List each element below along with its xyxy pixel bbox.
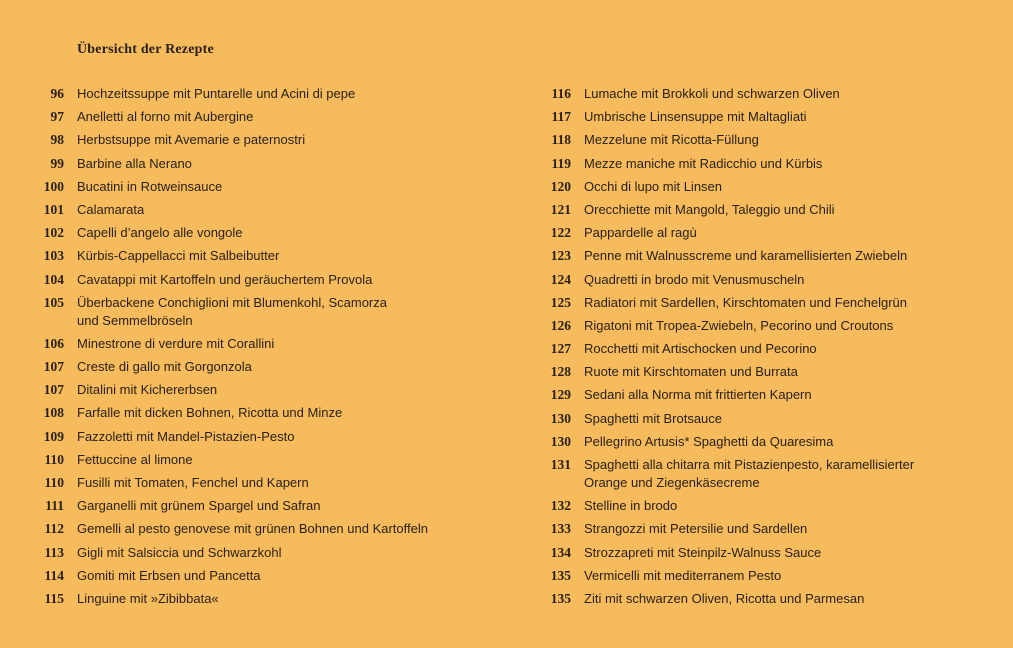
recipe-entry: [36, 544, 476, 562]
page-number: 115: [44, 590, 64, 606]
page-number: 132: [550, 498, 571, 514]
page-number: 130: [550, 410, 571, 426]
recipe-name: Gomiti mit Erbsen und Pancetta: [77, 567, 261, 583]
recipe-entry: [540, 410, 980, 428]
recipe-name: Stelline in brodo: [584, 498, 678, 514]
recipe-name: Creste di gallo mit Gorgonzola: [77, 359, 252, 375]
page-number: 135: [550, 567, 571, 583]
recipe-entry: [540, 247, 980, 265]
page-number: 124: [550, 271, 571, 287]
recipe-entry: [36, 85, 476, 103]
page-number: 127: [550, 341, 571, 357]
recipe-entry: [36, 294, 476, 330]
recipe-name: Garganelli mit grünem Spargel und Safran: [77, 498, 321, 514]
page-number: 102: [43, 225, 64, 241]
recipe-entry: [540, 131, 980, 149]
recipe-name: Hochzeitssuppe mit Puntarelle und Acini di pepe: [77, 86, 356, 101]
page-number: 97: [50, 109, 64, 125]
recipe-entry: [540, 590, 980, 608]
recipe-name: Überbackene Conchiglioni mit Blumenkohl, Scamorza und Semmelbröseln: [77, 294, 387, 328]
page-number: 107: [43, 359, 64, 375]
page-number: 131: [550, 457, 571, 472]
recipe-name: Farfalle mit dicken Bohnen, Ricotta und Minze: [77, 405, 343, 421]
recipe-entry: [36, 358, 476, 376]
recipe-name: Minestrone di verdure mit Corallini: [77, 335, 275, 351]
recipe-name: Spaghetti alla chitarra mit Pistazienpesto, karamellisierter Orange und Ziegenkäsecreme: [584, 457, 915, 490]
page-number: 128: [550, 364, 571, 380]
page-number: 133: [550, 521, 571, 537]
recipe-entry: [540, 271, 980, 289]
page-number: 126: [550, 317, 571, 333]
page-number: 112: [44, 521, 64, 537]
page-number: 104: [43, 271, 64, 287]
recipe-entry: [36, 108, 476, 126]
recipe-name: Gemelli al pesto genovese mit grünen Bohnen und Kartoffeln: [77, 521, 428, 537]
recipe-name: Penne mit Walnusscreme und karamellisierten Zwiebeln: [584, 248, 908, 264]
recipe-name: Ruote mit Kirschtomaten und Burrata: [584, 364, 798, 380]
recipe-name: Capelli d’angelo alle vongole: [77, 225, 243, 241]
page-number: 130: [550, 433, 571, 449]
page-number: 114: [44, 567, 64, 583]
recipe-name: Ziti mit schwarzen Oliven, Ricotta und Parmesan: [584, 590, 865, 606]
page-number: 118: [551, 132, 571, 148]
recipe-name: Strozzapreti mit Steinpilz-Walnuss Sauce: [584, 544, 822, 560]
recipe-name: Vermicelli mit mediterranem Pesto: [584, 567, 782, 583]
recipe-entry: [540, 294, 980, 312]
page-number: 98: [50, 132, 64, 148]
recipe-entry: [36, 247, 476, 265]
recipe-name: Sedani alla Norma mit frittierten Kapern: [584, 387, 812, 403]
recipe-name: Pappardelle al ragù: [584, 225, 697, 241]
recipe-entry: [36, 131, 476, 149]
recipe-entry: [540, 456, 980, 492]
page-number: 96: [50, 86, 64, 101]
recipe-name: Pellegrino Artusis* Spaghetti da Quaresima: [584, 433, 834, 449]
page-number: 120: [550, 178, 571, 194]
recipe-entry: [540, 386, 980, 404]
recipe-entry: [540, 108, 980, 126]
recipe-name: Quadretti in brodo mit Venusmuscheln: [584, 271, 805, 287]
page-number: 109: [43, 428, 64, 444]
page-number: 108: [43, 405, 64, 421]
recipe-entry: [36, 567, 476, 585]
recipe-name: Calamarata: [77, 201, 145, 217]
recipe-name: Strangozzi mit Petersilie und Sardellen: [584, 521, 808, 537]
recipe-list-right: [540, 85, 980, 613]
recipe-entry: [36, 474, 476, 492]
recipe-entry: [540, 433, 980, 451]
page-number: 117: [551, 109, 571, 125]
recipe-entry: [540, 155, 980, 173]
recipe-entry: [36, 497, 476, 515]
page-number: 101: [43, 201, 64, 217]
recipe-entry: [540, 85, 980, 103]
page-number: 123: [550, 248, 571, 264]
page-number: 121: [550, 201, 571, 217]
recipe-list-left: [36, 85, 476, 613]
recipe-entry: [540, 520, 980, 538]
recipe-entry: [36, 155, 476, 173]
recipe-entry: [36, 381, 476, 399]
recipe-entry: [36, 590, 476, 608]
recipe-name: Fettuccine al limone: [77, 451, 193, 467]
page-number: 125: [550, 294, 571, 310]
recipe-name: Fazzoletti mit Mandel-Pistazien-Pesto: [77, 428, 295, 444]
recipe-name: Kürbis-Cappellacci mit Salbeibutter: [77, 248, 280, 264]
page-number: 99: [50, 155, 64, 171]
recipe-name: Mezze maniche mit Radicchio und Kürbis: [584, 155, 823, 171]
recipe-name: Bucatini in Rotweinsauce: [77, 178, 223, 194]
page-number: 100: [43, 178, 64, 194]
page-number: 134: [550, 544, 571, 560]
recipe-entry: [540, 178, 980, 196]
page-number: 106: [43, 335, 64, 351]
page-number: 110: [44, 475, 64, 490]
recipe-name: Orecchiette mit Mangold, Taleggio und Chili: [584, 201, 835, 217]
recipe-entry: [540, 201, 980, 219]
recipe-entry: [540, 567, 980, 585]
recipe-entry: [36, 201, 476, 219]
recipe-name: Spaghetti mit Brotsauce: [584, 410, 723, 426]
page-number: 116: [551, 86, 571, 101]
recipe-entry: [540, 340, 980, 358]
recipe-entry: [36, 451, 476, 469]
recipe-name: Radiatori mit Sardellen, Kirschtomaten und Fenchelgrün: [584, 294, 908, 310]
recipe-entry: [36, 224, 476, 242]
page-number: 135: [550, 590, 571, 606]
page-title: Übersicht der Rezepte: [77, 42, 214, 57]
page-number: 113: [44, 544, 64, 560]
recipe-entry: [36, 404, 476, 422]
recipe-entry: [36, 178, 476, 196]
recipe-entry: [540, 224, 980, 242]
recipe-name: Lumache mit Brokkoli und schwarzen Oliven: [584, 86, 840, 101]
recipe-entry: [540, 497, 980, 515]
recipe-entry: [540, 544, 980, 562]
recipe-name: Cavatappi mit Kartoffeln und geräuchertem Provola: [77, 271, 373, 287]
page-number: 110: [44, 451, 64, 467]
page-number: 119: [551, 155, 571, 171]
recipe-name: Herbstsuppe mit Avemarie e paternostri: [77, 132, 306, 148]
recipe-entry: [36, 428, 476, 446]
recipe-name: Umbrische Linsensuppe mit Maltagliati: [584, 109, 807, 125]
recipe-entry: [540, 363, 980, 381]
recipe-entry: [36, 335, 476, 353]
page-number: 103: [43, 248, 64, 264]
recipe-name: Linguine mit »Zibibbata«: [77, 590, 219, 606]
recipe-entry: [36, 520, 476, 538]
recipe-name: Gigli mit Salsiccia und Schwarzkohl: [77, 544, 282, 560]
page-number: 111: [45, 498, 64, 514]
recipe-name: Rigatoni mit Tropea-Zwiebeln, Pecorino und Croutons: [584, 317, 894, 333]
recipe-name: Anelletti al forno mit Aubergine: [77, 109, 254, 125]
recipe-name: Barbine alla Nerano: [77, 155, 192, 171]
recipe-name: Occhi di lupo mit Linsen: [584, 178, 723, 194]
page-number: 129: [550, 387, 571, 403]
recipe-name: Fusilli mit Tomaten, Fenchel und Kapern: [77, 475, 309, 490]
recipe-entry: [540, 317, 980, 335]
recipe-name: Ditalini mit Kichererbsen: [77, 382, 218, 398]
page-number: 107: [43, 382, 64, 398]
recipe-entry: [36, 271, 476, 289]
page-number: 105: [43, 294, 64, 310]
recipe-name: Mezzelune mit Ricotta-Füllung: [584, 132, 759, 148]
recipe-name: Rocchetti mit Artischocken und Pecorino: [584, 341, 817, 357]
page-number: 122: [550, 225, 571, 241]
